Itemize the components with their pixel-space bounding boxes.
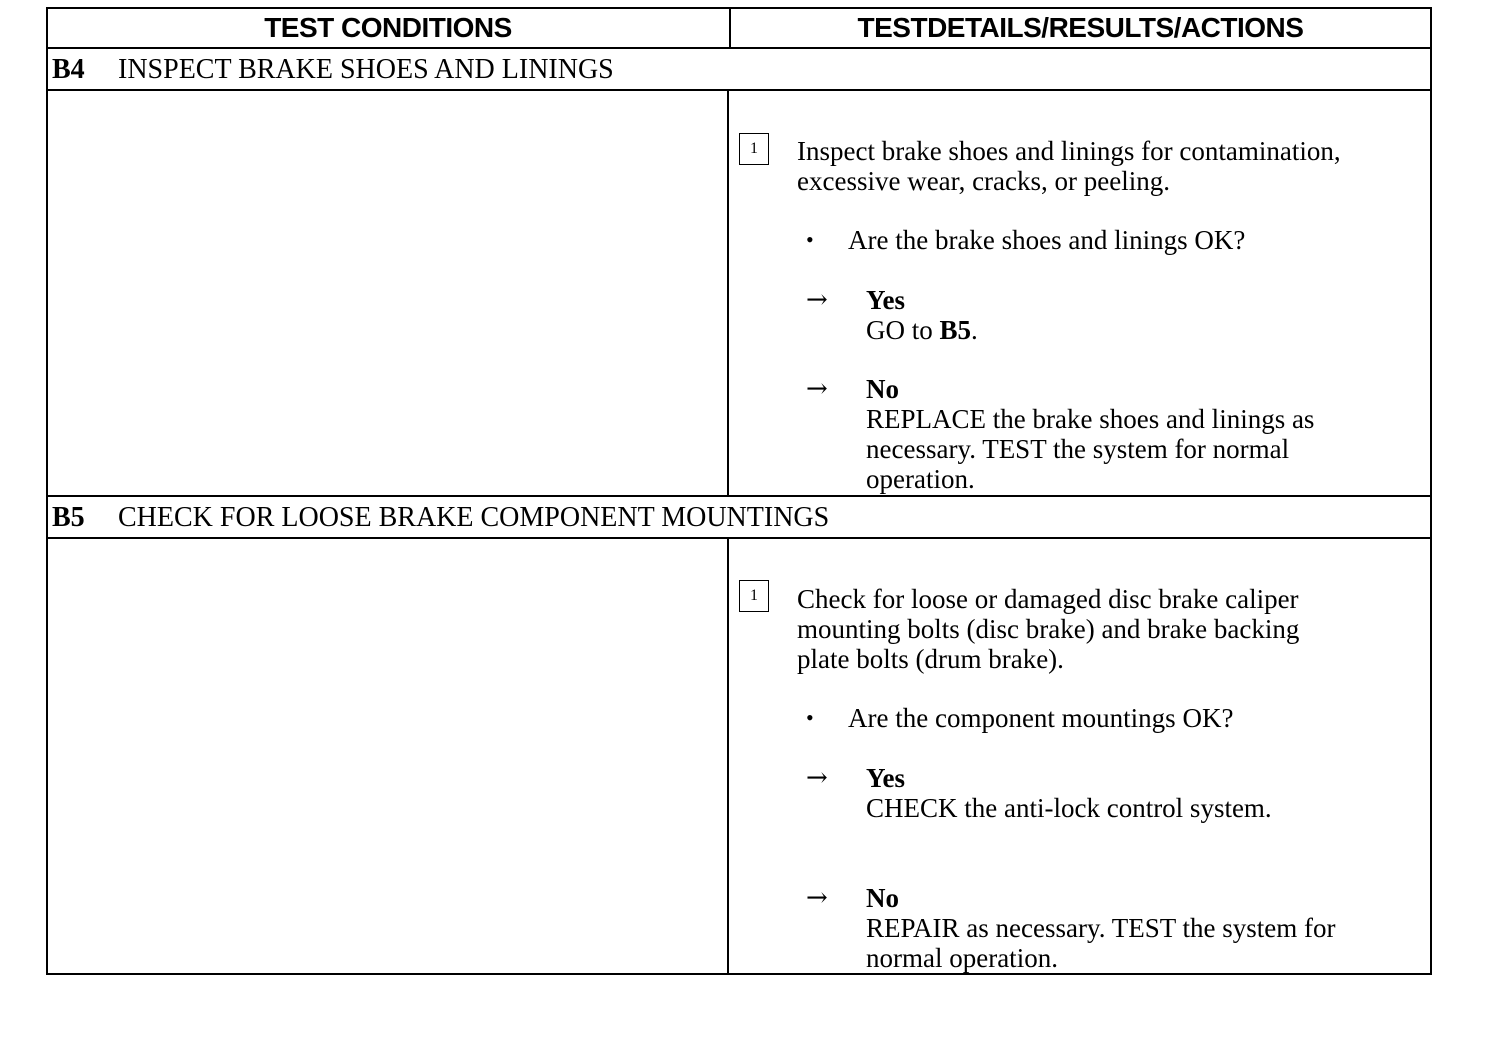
- step-b5-yes-arrow-icon: →: [806, 763, 828, 793]
- step-b5-no-label: No: [866, 883, 899, 913]
- header-test-details: TESTDETAILS/RESULTS/ACTIONS: [857, 12, 1304, 43]
- step-b4-yes-action-prefix: GO to: [866, 315, 940, 345]
- step-b4-no-action-line-3: operation.: [866, 464, 975, 494]
- step-b4-title-row: [52, 51, 614, 89]
- b5-column-divider: [727, 537, 729, 975]
- b5-top-divider: [46, 495, 1432, 497]
- step-b5-title-row: [52, 499, 829, 537]
- step-b5-yes-action: CHECK the anti-lock control system.: [866, 793, 1272, 823]
- step-b5-no-action-line-2: normal operation.: [866, 943, 1058, 973]
- step-b4-yes-action-suffix: .: [971, 315, 978, 345]
- step-b5-substep-number: 1: [739, 580, 769, 612]
- header-divider: [46, 47, 1432, 49]
- step-b4-no-label: No: [866, 374, 899, 404]
- header-test-conditions: TEST CONDITIONS: [264, 12, 512, 43]
- step-b4-yes-action-target: B5: [939, 315, 972, 345]
- step-b5-yes-label: Yes: [866, 763, 905, 793]
- step-b4-instruction-line-2: excessive wear, cracks, or peeling.: [797, 166, 1170, 196]
- step-b5-no-arrow-icon: →: [806, 883, 828, 913]
- step-b4-yes-label: Yes: [866, 285, 905, 315]
- step-b5-no-action-line-1: REPAIR as necessary. TEST the system for: [866, 913, 1336, 943]
- step-b4-no-action-line-1: REPLACE the brake shoes and linings as: [866, 404, 1315, 434]
- step-b4-yes-action: [866, 315, 978, 345]
- b4-title-divider: [46, 89, 1432, 91]
- b4-column-divider: [727, 89, 729, 496]
- step-b4-substep-number: 1: [739, 133, 769, 165]
- step-b5-id: B5: [52, 502, 85, 533]
- step-b4-bullet: •: [806, 227, 814, 252]
- b5-title-divider: [46, 537, 1432, 539]
- step-b4-question: Are the brake shoes and linings OK?: [848, 225, 1246, 255]
- step-b4-title: INSPECT BRAKE SHOES AND LININGS: [118, 54, 614, 85]
- step-b5-bullet: •: [806, 705, 814, 730]
- step-b4-instruction-line-1: Inspect brake shoes and linings for contamination,: [797, 136, 1341, 166]
- step-b5-instruction-line-2: mounting bolts (disc brake) and brake backing: [797, 614, 1300, 644]
- step-b5-instruction-line-1: Check for loose or damaged disc brake caliper: [797, 584, 1299, 614]
- step-b5-question: Are the component mountings OK?: [848, 703, 1234, 733]
- step-b5-instruction-line-3: plate bolts (drum brake).: [797, 644, 1064, 674]
- step-b4-yes-arrow-icon: →: [806, 285, 828, 315]
- step-b4-id: B4: [52, 54, 85, 85]
- step-b5-title: CHECK FOR LOOSE BRAKE COMPONENT MOUNTINGS: [118, 502, 830, 533]
- step-b4-no-arrow-icon: →: [806, 374, 828, 404]
- step-b4-no-action-line-2: necessary. TEST the system for normal: [866, 434, 1290, 464]
